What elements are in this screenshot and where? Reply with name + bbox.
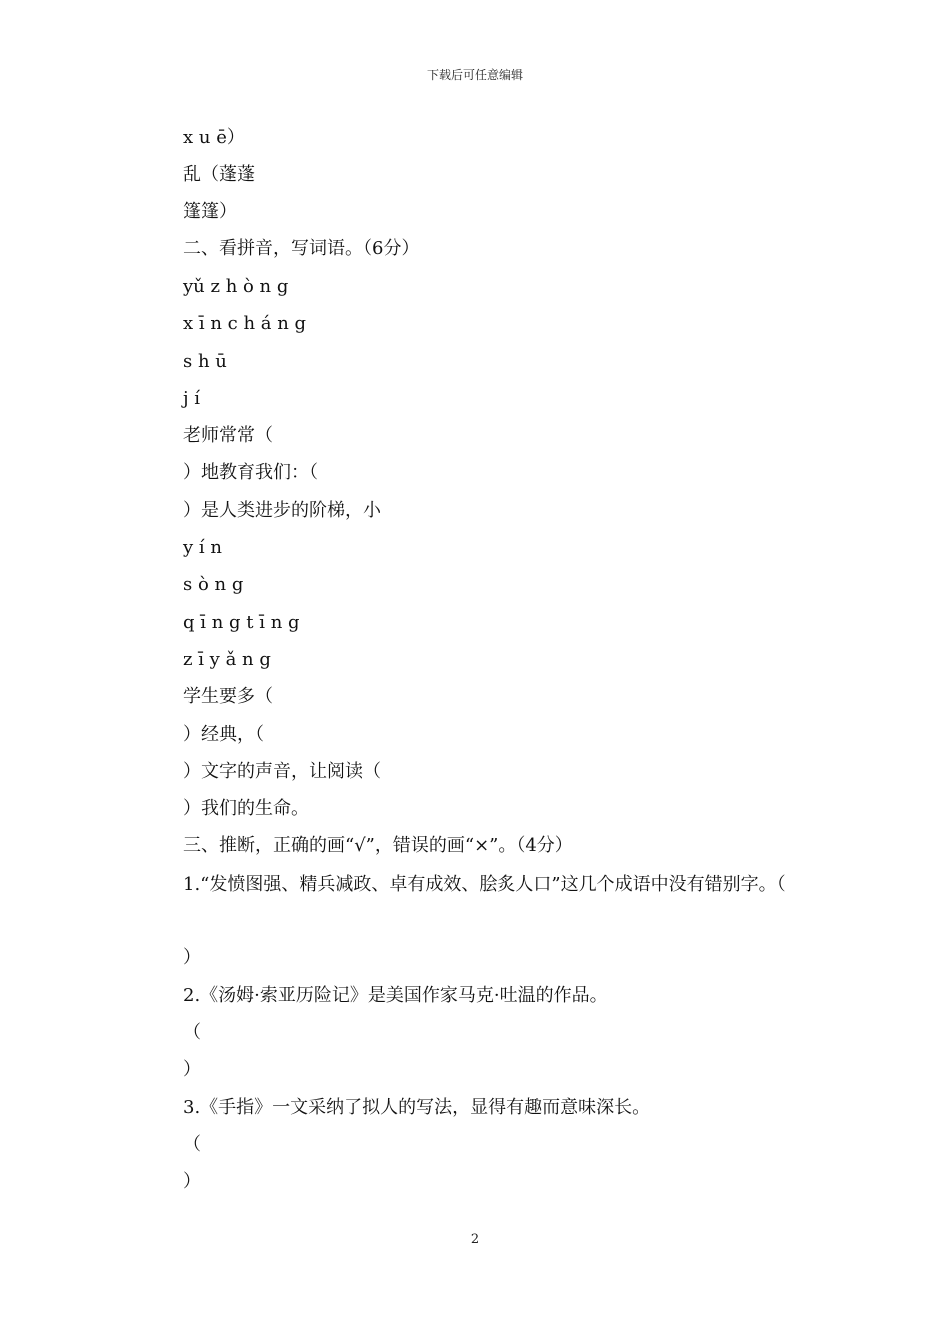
text-line: ）文字的声音，让阅读（	[183, 761, 381, 782]
pinyin-line: z ī y ǎ n g	[183, 649, 271, 670]
pinyin-line: y í n	[183, 537, 222, 558]
pinyin-line: s h ū	[183, 351, 227, 372]
text-line: 老师常常（	[183, 425, 273, 446]
text-line: 乱（蓬蓬	[183, 164, 255, 185]
pinyin-line: j í	[183, 388, 201, 409]
text-line: x u ē）	[183, 127, 245, 148]
answer-paren: （	[183, 1134, 201, 1155]
section-heading: 三、推断，正确的画“√”，错误的画“×”。（4分）	[183, 835, 573, 856]
text-line: ）是人类进步的阶梯，小	[183, 500, 381, 521]
question-2: 2.《汤姆·索亚历险记》是美国作家马克·吐温的作品。	[183, 985, 608, 1006]
page-number: 2	[470, 1232, 480, 1247]
text-line: ）我们的生命。	[183, 798, 309, 819]
section-heading: 二、看拼音，写词语。（6分）	[183, 238, 420, 259]
text-line: ）经典，（	[183, 724, 264, 745]
text-line: 篷篷）	[183, 201, 237, 222]
pinyin-line: yǔ z h ò n g	[183, 276, 289, 297]
answer-paren: ）	[183, 947, 201, 968]
answer-paren: ）	[183, 1059, 201, 1080]
text-line: 学生要多（	[183, 686, 273, 707]
page-header: 下载后可任意编辑	[426, 68, 523, 82]
answer-paren: ）	[183, 1171, 201, 1192]
text-line: ）地教育我们：（	[183, 462, 318, 483]
question-1: 1.“发愤图强、精兵减政、卓有成效、脍炙人口”这几个成语中没有错别字。（	[183, 874, 786, 895]
pinyin-line: s ò n g	[183, 574, 244, 595]
pinyin-line: x ī n c h á n g	[183, 313, 307, 334]
pinyin-line: q ī n g t ī n g	[183, 612, 300, 633]
answer-paren: （	[183, 1022, 201, 1043]
question-3: 3.《手指》一文采纳了拟人的写法，显得有趣而意味深长。	[183, 1097, 651, 1118]
